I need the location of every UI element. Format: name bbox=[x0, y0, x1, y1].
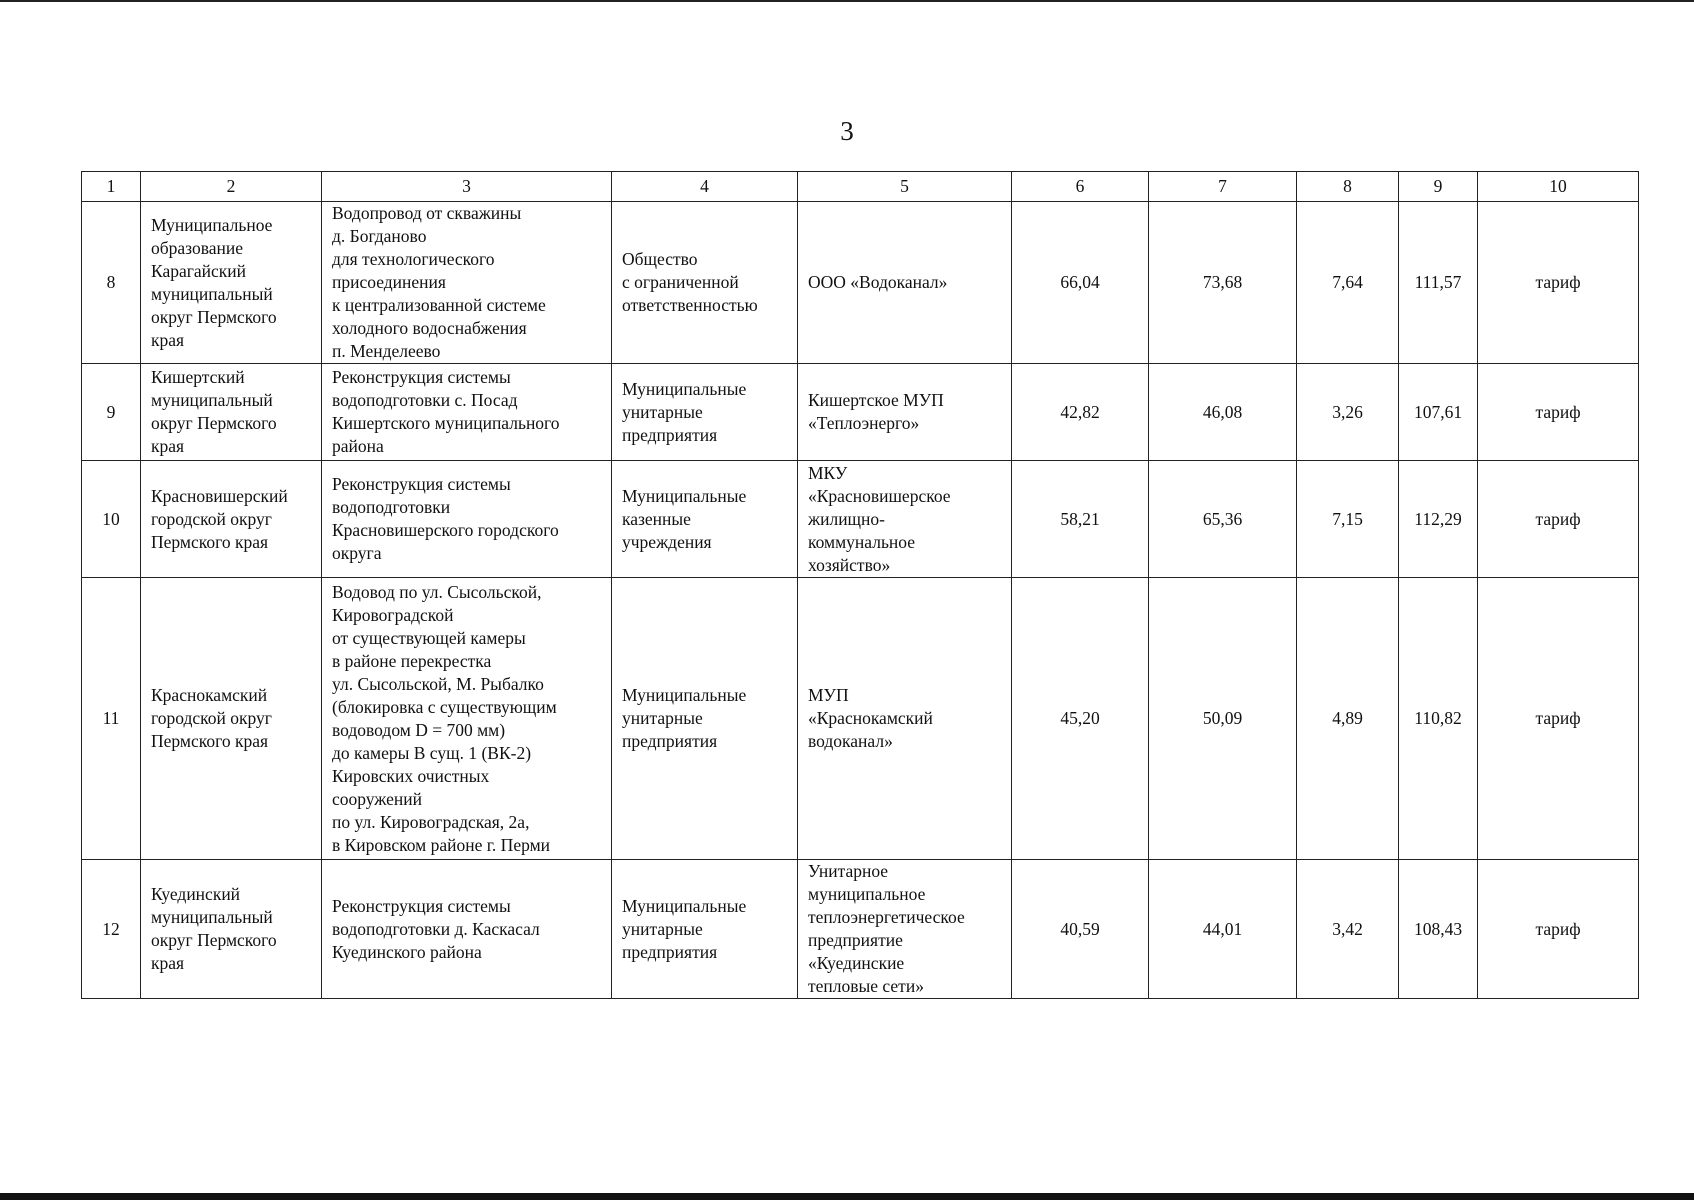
value-cell-8: 3,42 bbox=[1297, 860, 1399, 999]
column-header: 8 bbox=[1297, 172, 1399, 202]
row-number: 12 bbox=[82, 860, 141, 999]
value-cell-7: 65,36 bbox=[1149, 461, 1297, 578]
municipality-cell: Муниципальное образование Карагайский муниципальный округ Пермского края bbox=[141, 202, 322, 364]
value-cell-7: 44,01 bbox=[1149, 860, 1297, 999]
org-form-cell: Муниципальные казенные учреждения bbox=[612, 461, 798, 578]
value-cell-8: 4,89 bbox=[1297, 578, 1399, 860]
value-cell-9: 111,57 bbox=[1399, 202, 1478, 364]
value-cell-10: тариф bbox=[1478, 202, 1639, 364]
column-header: 9 bbox=[1399, 172, 1478, 202]
scan-bottom-edge bbox=[0, 1193, 1694, 1200]
value-cell-10: тариф bbox=[1478, 364, 1639, 461]
value-cell-10: тариф bbox=[1478, 578, 1639, 860]
column-header: 2 bbox=[141, 172, 322, 202]
value-cell-6: 40,59 bbox=[1012, 860, 1149, 999]
project-cell: Реконструкция системы водоподготовки Красновишерского городского округа bbox=[322, 461, 612, 578]
municipality-cell: Краснокамский городской округ Пермского края bbox=[141, 578, 322, 860]
column-header: 6 bbox=[1012, 172, 1149, 202]
value-cell-9: 108,43 bbox=[1399, 860, 1478, 999]
organization-cell: МКУ «Красновишерское жилищно- коммунальное хозяйство» bbox=[798, 461, 1012, 578]
municipality-cell: Красновишерский городской округ Пермского края bbox=[141, 461, 322, 578]
organization-cell: ООО «Водоканал» bbox=[798, 202, 1012, 364]
data-table bbox=[81, 171, 1639, 999]
municipality-cell: Куединский муниципальный округ Пермского края bbox=[141, 860, 322, 999]
column-header: 7 bbox=[1149, 172, 1297, 202]
organization-cell: Унитарное муниципальное теплоэнергетическое предприятие «Куединские тепловые сети» bbox=[798, 860, 1012, 999]
org-form-cell: Муниципальные унитарные предприятия bbox=[612, 364, 798, 461]
municipality-cell: Кишертский муниципальный округ Пермского края bbox=[141, 364, 322, 461]
org-form-cell: Муниципальные унитарные предприятия bbox=[612, 578, 798, 860]
page-number: 3 bbox=[840, 116, 854, 146]
org-form-cell: Муниципальные унитарные предприятия bbox=[612, 860, 798, 999]
column-header: 10 bbox=[1478, 172, 1639, 202]
value-cell-6: 42,82 bbox=[1012, 364, 1149, 461]
table-row bbox=[82, 364, 1639, 461]
value-cell-9: 107,61 bbox=[1399, 364, 1478, 461]
table-row bbox=[82, 202, 1639, 364]
row-number: 8 bbox=[82, 202, 141, 364]
column-header: 3 bbox=[322, 172, 612, 202]
value-cell-8: 7,15 bbox=[1297, 461, 1399, 578]
project-cell: Водовод по ул. Сысольской, Кировоградской от существующей камеры в районе перекрестка ул. Сысольской, М. Рыбалко (блокировка с существующим водоводом D = 700 мм) до камеры В сущ. 1 (ВК-2) Кировских очистных сооружений по ул. Кировоградская, 2а, в Кировском районе г. Перми bbox=[322, 578, 612, 860]
value-cell-6: 58,21 bbox=[1012, 461, 1149, 578]
column-header: 5 bbox=[798, 172, 1012, 202]
scan-top-edge bbox=[0, 0, 1694, 2]
row-number: 9 bbox=[82, 364, 141, 461]
row-number: 10 bbox=[82, 461, 141, 578]
org-form-cell: Общество с ограниченной ответственностью bbox=[612, 202, 798, 364]
table-row bbox=[82, 578, 1639, 860]
row-number: 11 bbox=[82, 578, 141, 860]
project-cell: Реконструкция системы водоподготовки с. Посад Кишертского муниципального района bbox=[322, 364, 612, 461]
table-row bbox=[82, 860, 1639, 999]
value-cell-7: 46,08 bbox=[1149, 364, 1297, 461]
organization-cell: Кишертское МУП «Теплоэнерго» bbox=[798, 364, 1012, 461]
value-cell-6: 66,04 bbox=[1012, 202, 1149, 364]
project-cell: Водопровод от скважины д. Богданово для технологического присоединения к централизованной системе холодного водоснабжения п. Менделеево bbox=[322, 202, 612, 364]
column-header: 4 bbox=[612, 172, 798, 202]
value-cell-10: тариф bbox=[1478, 860, 1639, 999]
column-header: 1 bbox=[82, 172, 141, 202]
value-cell-7: 73,68 bbox=[1149, 202, 1297, 364]
value-cell-10: тариф bbox=[1478, 461, 1639, 578]
value-cell-7: 50,09 bbox=[1149, 578, 1297, 860]
organization-cell: МУП «Краснокамский водоканал» bbox=[798, 578, 1012, 860]
value-cell-8: 3,26 bbox=[1297, 364, 1399, 461]
value-cell-9: 112,29 bbox=[1399, 461, 1478, 578]
table-header-row bbox=[82, 172, 1639, 202]
value-cell-6: 45,20 bbox=[1012, 578, 1149, 860]
value-cell-9: 110,82 bbox=[1399, 578, 1478, 860]
table-row bbox=[82, 461, 1639, 578]
project-cell: Реконструкция системы водоподготовки д. Каскасал Куединского района bbox=[322, 860, 612, 999]
value-cell-8: 7,64 bbox=[1297, 202, 1399, 364]
